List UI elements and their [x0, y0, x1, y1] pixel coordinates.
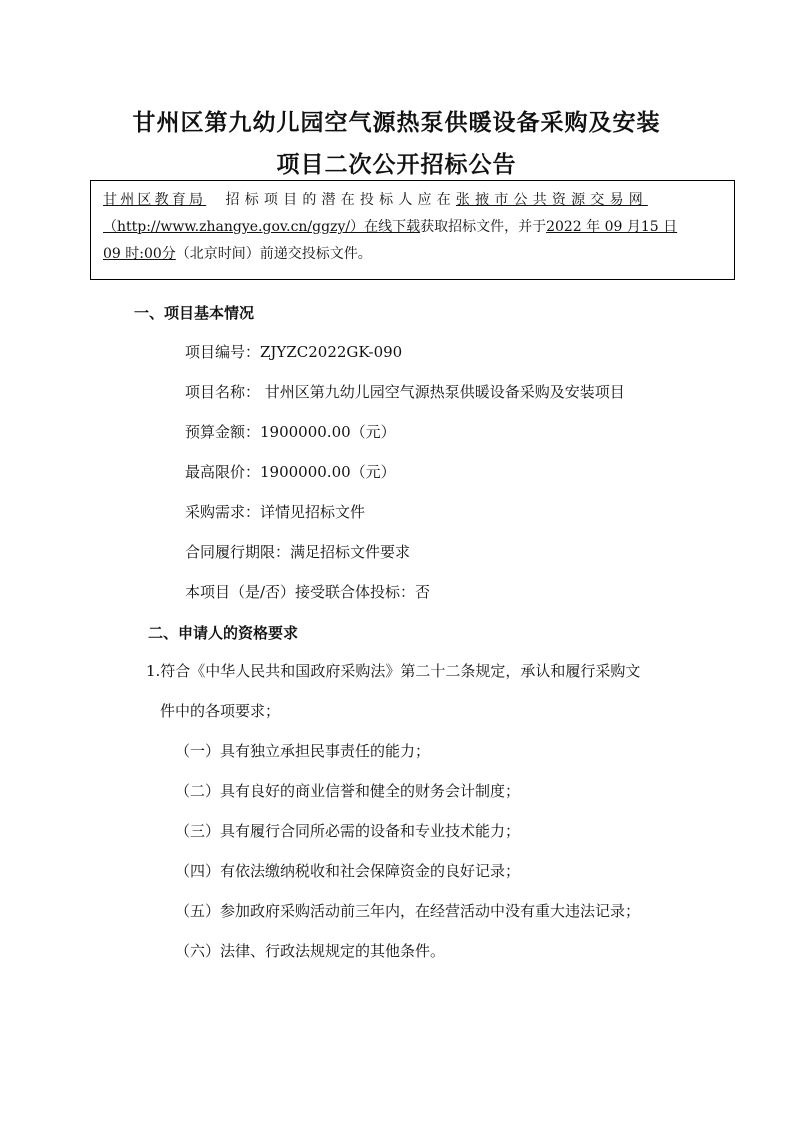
- deadline-time: 09 时:00分: [103, 246, 176, 262]
- condition-item: （二）具有良好的商业信誉和健全的财务会计制度；: [175, 782, 521, 800]
- requirement-1-line1: 1.符合《中华人民共和国政府采购法》第二十二条规定，承认和履行采购文: [146, 662, 641, 680]
- notice-text-3: （北京时间）前递交投标文件。: [175, 246, 372, 262]
- condition-item: （六）法律、行政法规规定的其他条件。: [175, 942, 446, 960]
- section2-heading: 二、申请人的资格要求: [148, 624, 299, 642]
- section1-heading: 一、项目基本情况: [134, 304, 255, 322]
- max-price: 最高限价：1900000.00（元）: [185, 463, 396, 481]
- condition-item: （三）具有履行合同所必需的设备和专业技术能力；: [175, 822, 521, 840]
- condition-item: （一）具有独立承担民事责任的能力；: [175, 742, 431, 760]
- document-title-line2: 项目二次公开招标公告: [276, 152, 517, 178]
- condition-item: （四）有依法缴纳税收和社会保障资金的良好记录；: [175, 862, 521, 880]
- platform-url[interactable]: （http://www.zhangye.gov.cn/ggzy/）在线下载: [103, 219, 421, 235]
- platform-name: 张掖市公共资源交易网: [455, 192, 648, 208]
- project-name: 项目名称： 甘州区第九幼儿园空气源热泵供暖设备采购及安装项目: [185, 383, 625, 401]
- notice-text-2: 获取招标文件，并于: [420, 219, 547, 235]
- budget-amount: 预算金额：1900000.00（元）: [185, 423, 396, 441]
- deadline-date: 2022 年 09 月15 日: [546, 219, 678, 235]
- notice-box: [90, 180, 735, 280]
- contract-period: 合同履行期限：满足招标文件要求: [185, 543, 411, 561]
- requirement-1-line2: 件中的各项要求；: [160, 702, 281, 720]
- procurement-needs: 采购需求：详情见招标文件: [185, 503, 366, 521]
- notice-text-1: 招标项目的潜在投标人应在: [225, 192, 456, 208]
- agency-name: 甘州区教育局: [103, 192, 207, 208]
- project-number: 项目编号：ZJYZC2022GK-090: [185, 343, 403, 361]
- consortium-bid: 本项目（是/否）接受联合体投标：否: [185, 583, 431, 601]
- condition-item: （五）参加政府采购活动前三年内，在经营活动中没有重大违法记录；: [175, 902, 641, 920]
- document-title-line1: 甘州区第九幼儿园空气源热泵供暖设备采购及安装: [132, 110, 661, 136]
